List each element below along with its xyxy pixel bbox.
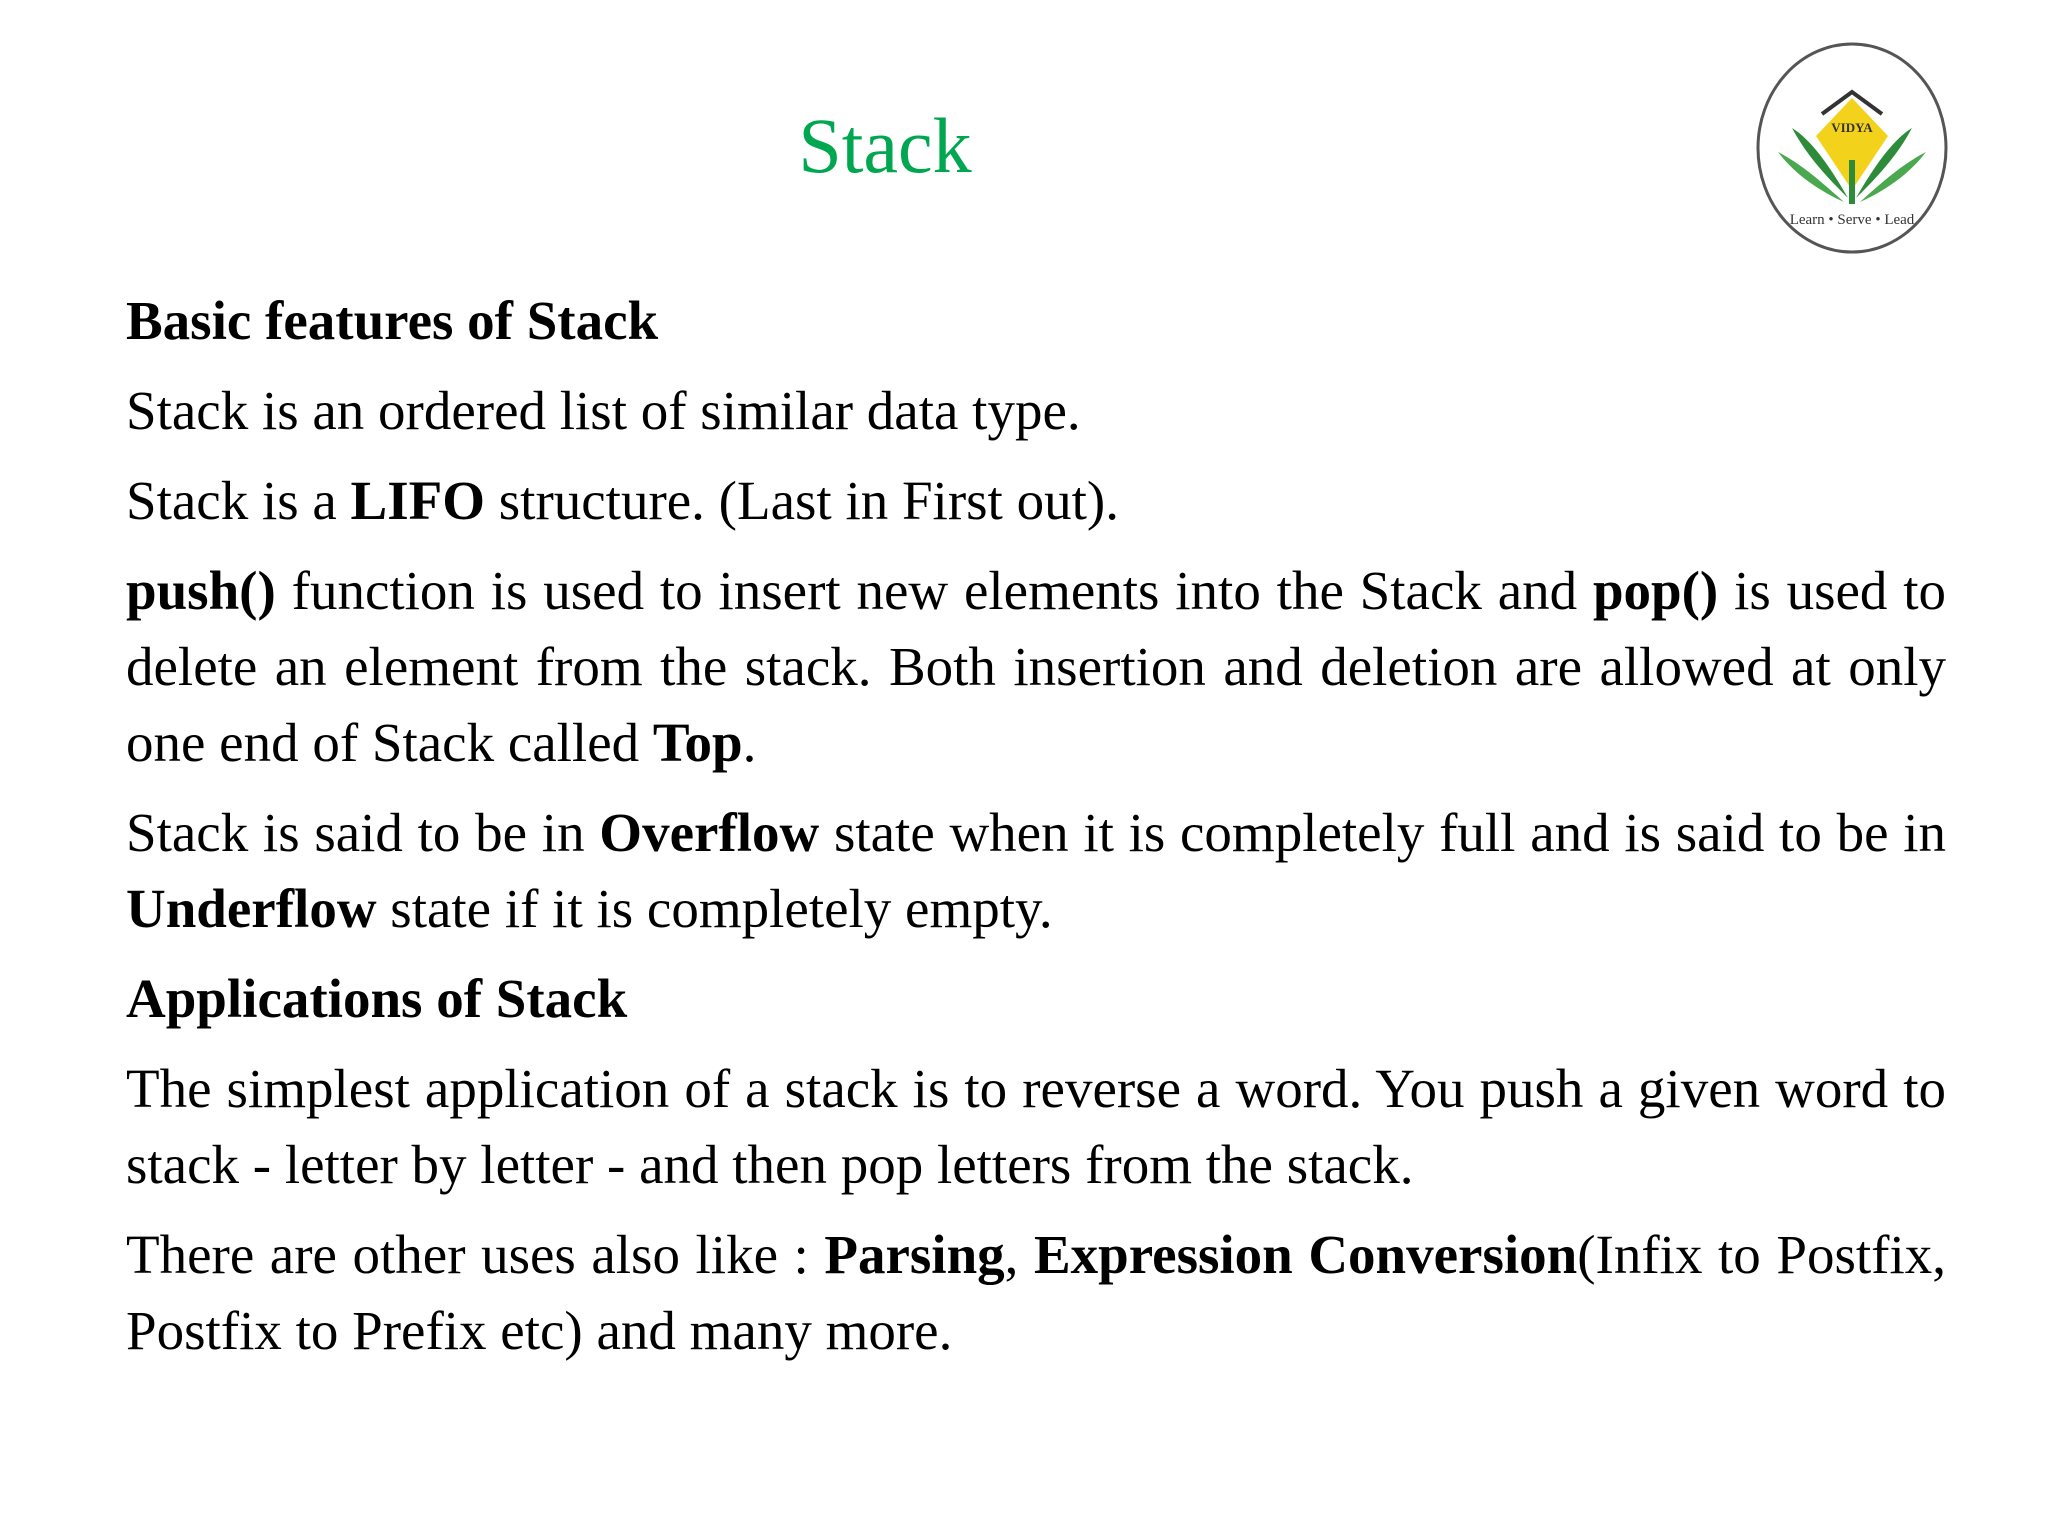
vidya-logo — [1752, 40, 1952, 256]
svg-text:Learn • Serve • Lead: Learn • Serve • Lead — [1789, 212, 1915, 228]
paragraph-other-uses: There are other uses also like : Parsing, Expression Conversion(Infix to Postfix, Postfix to Prefix etc) and many more. — [126, 1224, 1946, 1361]
paragraph-overflow-underflow: Stack is said to be in Overflow state when it is completely full and is said to be in Underflow state if it is completely empty. — [126, 802, 1946, 939]
slide-title: Stack — [798, 102, 972, 189]
paragraph-lifo: Stack is a LIFO structure. (Last in First out). — [126, 470, 1119, 531]
svg-text:VIDYA: VIDYA — [1831, 120, 1873, 135]
slide-content — [126, 283, 1946, 1383]
vidya-logo-icon — [1752, 40, 1952, 256]
paragraph-ordered-list: Stack is an ordered list of similar data type. — [126, 380, 1081, 441]
paragraph-reverse-word: The simplest application of a stack is to reverse a word. You push a given word to stack - letter by letter - and then pop letters from the stack. — [126, 1058, 1946, 1195]
paragraph-push-pop: push() function is used to insert new elements into the Stack and pop() is used to delete an element from the stack. Both insertion and deletion are allowed at only one end of Stack called Top. — [126, 560, 1947, 773]
basic-features-heading: Basic features of Stack — [126, 290, 659, 351]
applications-heading: Applications of Stack — [126, 968, 628, 1029]
